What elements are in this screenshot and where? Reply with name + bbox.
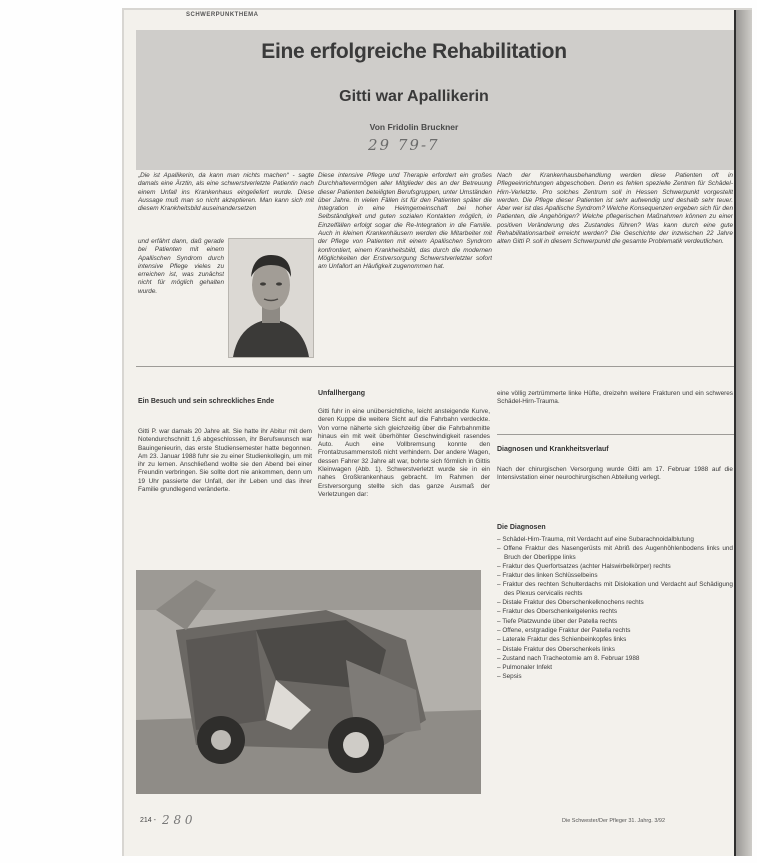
page-binding-shadow <box>736 10 752 856</box>
byline: Von Fridolin Bruckner <box>369 122 459 132</box>
diagnoses-list <box>497 536 733 808</box>
diagnosis-item: – Offene, erstgradige Fraktur der Patella rechts <box>497 626 631 634</box>
journal-reference: Die Schwester/Der Pfleger 31. Jahrg. 3/92 <box>562 818 666 824</box>
diagnoses-list-heading: Die Diagnosen <box>497 524 546 531</box>
handwritten-page-number: 2 8 0 <box>162 813 193 827</box>
diagnosis-item: – Pulmonaler Infekt <box>497 664 553 672</box>
diagnosis-item: – Fraktur des Oberschenkelgelenks rechts <box>497 608 618 616</box>
diagnosis-item: – Distale Fraktur des Oberschenkels links <box>497 645 615 653</box>
portrait-photo <box>228 238 314 358</box>
article-subtitle: Gitti war Apallikerin <box>339 88 489 105</box>
diagnosis-item: – Fraktur des Querfortsatzes (achter Halswirbelkörper) rechts <box>497 562 671 570</box>
section-tag: SCHWERPUNKTHEMA <box>186 12 259 18</box>
section-heading-diagnoses: Diagnosen und Krankheitsverlauf <box>497 446 609 453</box>
section-text-visit: Gitti P. war damals 20 Jahre alt. Sie hatte ihr Abitur mit dem Notendurchschnitt 1,6 abgeschlossen, ihr Berufswunsch war Bauingenieurin, das erste Studiensemester hatte begonnen. Am 23. Januar 1988 fuhr sie zu einer Studienkollegin, um mit ihr zu lernen. Anschließend wollte sie den Abend bei einer Freundin verbringen. Sie sollte dort nie ankommen, denn um 19 Uhr passierte der Unfall, der ihr Leben und das ihrer Familie grundlegend veränderte. <box>138 428 312 494</box>
diagnosis-item: – Distale Fraktur des Oberschenkelknochens rechts <box>497 599 644 607</box>
section-heading-accident: Unfallhergang <box>318 390 366 397</box>
section-text-accident: Gitti fuhr in eine unübersichtliche, leicht ansteigende Kurve, deren Kuppe die weitere Sicht auf die Fahrbahn verdeckte. Von vorne näherte sich gleichzeitig über die Fahrbahnmitte hinaus ein mit weit überhöhter Geschwindigkeit rasendes Auto. Auch eine Vollbremsung konnte den Frontalzusammenstoß nicht verhindern. Der andere Wagen, dessen Fahrer 32 Jahre alt war, bohrte sich förmlich in Gittis Kleinwagen (Abb. 1). Schwerstverletzt wurde sie in ein nahes Großkrankenhaus gebracht. Im Rahmen der Erstversorgung stellte sich das ganze Ausmaß der Verletzungen dar: <box>318 408 490 498</box>
divider-rule-right <box>497 434 734 435</box>
section-text-diagnoses: Nach der chirurgischen Versorgung wurde Gitti am 17. Februar 1988 auf die Intensivstation einer neurochirurgischen Abteilung verlegt. <box>497 466 733 482</box>
diagnosis-item: – Tiefe Platzwunde über der Patella rechts <box>497 617 618 625</box>
intro-text-top: „Die ist Apallikerin, da kann man nichts machen“ - sagte damals eine Ärztin, als eine schwerstverletzte Patientin nach einem Unfall ins Krankenhaus eingeliefert wurde. Diese Aussage muß man so nicht akzeptieren. Man kann sich mit diesem Krankheitsbild auseinandersetzen <box>138 172 314 213</box>
diagnosis-item: – Zustand nach Tracheotomie am 8. Februar 1988 <box>497 654 640 662</box>
intro-column-2: Diese intensive Pflege und Therapie erfordert ein großes Durchhaltevermögen aller Mitglieder des an der Betreuung dieser Patienten beteiligten Berufsgruppen, unter Umständen über Jahre. In vielen Fällen ist für den Patienten später die Integration in eine Heimgemeinschaft bei hoher Selbständigkeit und guten sozialen Kontakten möglich, in Einzelfällen erfolgt sogar die Re-Integration in die Familie. Auch in kleinen Krankenhäusern werden die Mitarbeiter mit der Pflege von Patienten mit einem Apallischen Syndrom konfrontiert, einem Krankheitsbild, das durch die modernen Möglichkeiten der Erstversorgung Schwerstverletzter sofort am Unfallort an Häufigkeit zugenommen hat. <box>318 172 492 271</box>
injuries-continuation: eine völlig zertrümmerte linke Hüfte, dreizehn weitere Frakturen und ein schweres Schädel-Hirn-Trauma. <box>497 390 733 406</box>
diagnosis-item: – Offene Fraktur des Nasengerüsts mit Abriß des Augenhöhlenbodens links und Bruch der Oberlippe links <box>497 545 733 561</box>
diagnosis-item: – Fraktur des rechten Schulterdachs mit Dislokation und Verdacht auf Schädigung des Plexus cervicalis rechts <box>497 581 733 597</box>
page-number: 214 - <box>140 817 156 824</box>
section-heading-visit: Ein Besuch und sein schreckliches Ende <box>138 398 275 405</box>
intro-column-3: Nach der Krankenhausbehandlung werden diese Patienten oft in Pflegeeinrichtungen abgeschoben. Denn es fehlen spezielle Zentren für Schädel-Hirn-Verletzte. Pro solches Zentrum soll in Hessen Schwerpunkt vorgestellt werden. Die Pflege dieser Patienten ist sehr aufwendig und deshalb sehr teuer. Aber wer ist das Apallische Syndrom? Welche Konsequenzen ergeben sich für den Patienten, die Angehörigen? Welche pflegerischen Maßnahmen können zu einer positiven Veränderung des Zustandes führen? Was kann durch eine gute Rehabilitationsarbeit erreicht werden? Die Geschichte der inzwischen 22 Jahre alten Gitti P. soll in diesem Schwerpunkt die gesamte Problematik verdeutlichen. <box>497 172 733 246</box>
diagnosis-item: – Fraktur des linken Schlüsselbeins <box>497 572 598 580</box>
diagnosis-item: – Laterale Fraktur des Schienbeinkopfes links <box>497 636 627 644</box>
diagnosis-item: – Sepsis <box>497 673 522 681</box>
intro-text-wrap: und erfährt dann, daß gerade bei Patienten mit einem Apallischen Syndrom durch intensive Pflege vieles zu erreichen ist, was zunächst nicht für möglich gehalten wurde. <box>138 238 224 295</box>
divider-rule <box>136 366 734 367</box>
article-title: Eine erfolgreiche Rehabilitation <box>261 40 567 63</box>
handwritten-note: 29 79-7 <box>368 136 440 154</box>
diagnosis-item: – Schädel-Hirn-Trauma, mit Verdacht auf eine Subarachnoidalblutung <box>497 536 694 543</box>
car-wreck-photo <box>136 570 481 794</box>
